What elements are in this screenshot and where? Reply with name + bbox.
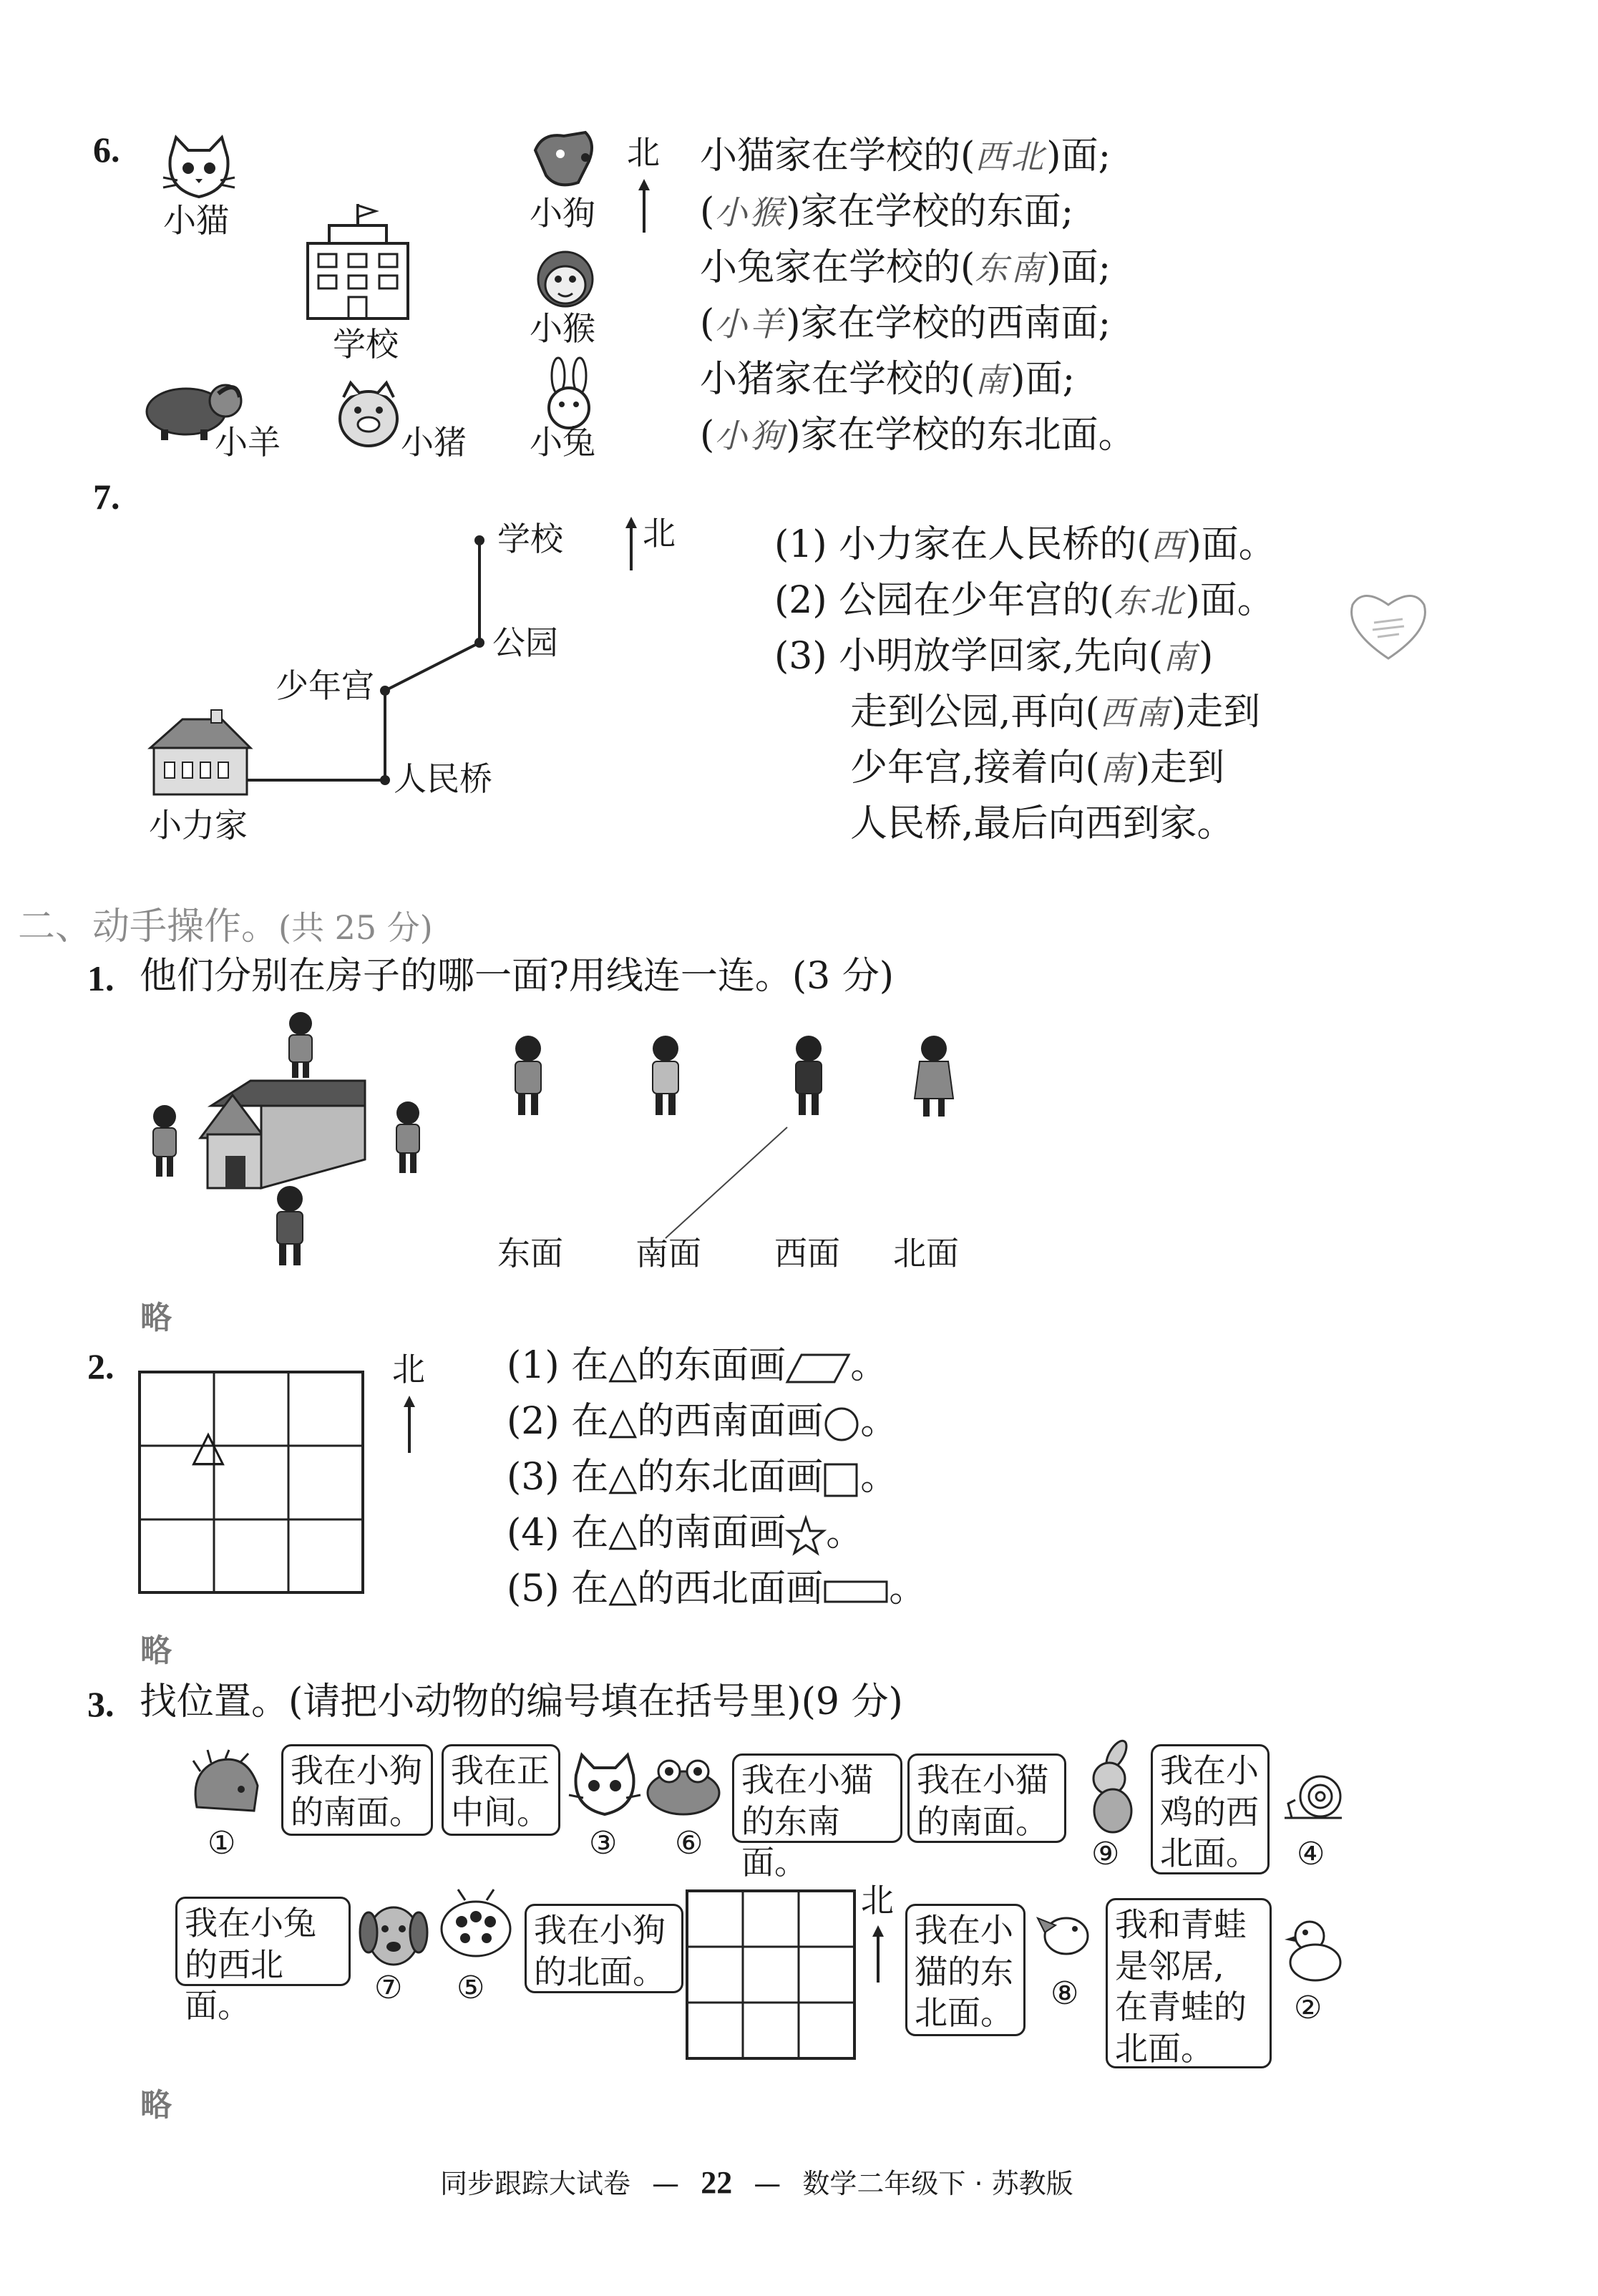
answer-note-1: 略	[140, 1300, 172, 1336]
bubble-3: 我在小猫 的东南面。	[732, 1753, 902, 1843]
cat-icon	[163, 136, 235, 200]
chick-icon	[1281, 1918, 1345, 1983]
q7-answer-4[interactable]: 西南	[1099, 694, 1171, 732]
num-8: ⑧	[1051, 1975, 1079, 2012]
north-label-q7: 北	[643, 514, 676, 553]
label-rabbit: 小兔	[530, 423, 595, 462]
rabbit2-icon	[1073, 1739, 1145, 1836]
kid-east	[396, 1101, 419, 1173]
bubble-2: 我在正 中间。	[442, 1744, 560, 1836]
parallelogram-icon	[786, 1352, 850, 1384]
problem-1-text: 他们分别在房子的哪一面?用线连一连。(3 分)	[140, 955, 895, 998]
p2-item-2: (2) 在△的西南面画 。	[507, 1400, 898, 1443]
problem-number-3: 3.	[87, 1684, 115, 1724]
house-icon	[150, 710, 250, 794]
dog-icon	[528, 129, 600, 193]
direction-west[interactable]: 西面	[774, 1234, 840, 1273]
map-label-home: 小力家	[149, 806, 248, 845]
rectangle-icon	[823, 1577, 889, 1606]
problem-number-2: 2.	[87, 1346, 115, 1386]
kid-west	[153, 1105, 176, 1177]
monkey-icon	[533, 249, 598, 310]
q6-line-3: 小兔家在学校的(东南)面;	[700, 246, 1111, 289]
num-3: ③	[589, 1825, 618, 1862]
bubble-1: 我在小狗 的南面。	[281, 1744, 433, 1836]
direction-south[interactable]: 南面	[635, 1234, 701, 1273]
q6-answer-2[interactable]: 小猴	[714, 193, 786, 232]
square-icon	[823, 1462, 860, 1498]
north-arrow-q7	[623, 517, 640, 570]
problem-number-1: 1.	[87, 958, 115, 998]
bubble-7: 我在小狗 的北面。	[525, 1904, 683, 1993]
bubble-5: 我在小 鸡的西 北面。	[1151, 1744, 1270, 1874]
section-title: 二、动手操作。(共 25 分)	[18, 905, 433, 948]
hedgehog-icon	[190, 1750, 265, 1821]
q6-line-1: 小猫家在学校的(西北)面;	[700, 135, 1111, 177]
dog2-icon	[358, 1900, 429, 1968]
map-label-bridge: 人民桥	[394, 759, 492, 798]
north-arrow-q6	[635, 179, 653, 233]
num-7: ⑦	[374, 1970, 403, 2006]
north-arrow-p3	[869, 1925, 887, 1983]
map-label-palace: 少年宫	[276, 666, 374, 705]
q7-line-1: (1) 小力家在人民桥的(西)面。	[774, 523, 1276, 566]
page-number: 22	[701, 2165, 733, 2200]
label-pig: 小猪	[401, 423, 467, 462]
q7-line-2: (2) 公园在少年宫的(东北)面。	[774, 579, 1275, 622]
num-9: ⑨	[1091, 1836, 1120, 1872]
q6-answer-4[interactable]: 小羊	[714, 305, 786, 344]
footer: 同步跟踪大试卷 — 22 — 数学二年级下 · 苏教版	[440, 2165, 1073, 2200]
grid-3x3	[138, 1371, 367, 1596]
circle-icon	[823, 1406, 860, 1442]
rabbit-icon	[540, 358, 598, 429]
p2-item-1: (1) 在△的东面画 。	[507, 1344, 888, 1387]
q7-answer-3[interactable]: 南	[1163, 638, 1199, 676]
q6-line-5: 小猪家在学校的(南)面;	[700, 358, 1076, 401]
map-label-school: 学校	[497, 520, 563, 558]
footer-left: 同步跟踪大试卷	[440, 2168, 631, 2199]
label-monkey: 小猴	[530, 309, 595, 348]
bubble-8: 我在小 猫的东 北面。	[905, 1904, 1025, 2036]
answer-note-2: 略	[140, 1633, 172, 1669]
pig-icon	[333, 383, 404, 454]
direction-east[interactable]: 东面	[497, 1234, 563, 1273]
q7-line-3: (3) 小明放学回家,先向(南)	[774, 635, 1214, 678]
q6-answer-1[interactable]: 西北	[975, 137, 1047, 176]
north-label-p2: 北	[392, 1350, 425, 1388]
label-school: 学校	[333, 325, 399, 364]
p2-item-4: (4) 在△的南面画 。	[507, 1512, 864, 1555]
problem-3-text: 找位置。(请把小动物的编号填在括号里)(9 分)	[140, 1680, 903, 1723]
q7-answer-5[interactable]: 南	[1099, 749, 1136, 788]
stamp-icon	[1345, 587, 1431, 666]
q6-line-6: (小狗)家在学校的东北面。	[700, 414, 1136, 457]
kid-north	[289, 1012, 312, 1078]
p2-item-3: (3) 在△的东北面画 。	[507, 1456, 898, 1499]
snail-icon	[1281, 1771, 1345, 1821]
num-5: ⑤	[457, 1970, 485, 2006]
kid-south	[277, 1186, 303, 1265]
q6-answer-5[interactable]: 南	[975, 361, 1011, 399]
connect-line	[662, 1127, 805, 1242]
q6-line-4: (小羊)家在学校的西南面;	[700, 302, 1111, 345]
map-label-park: 公园	[492, 623, 558, 662]
house-scene	[136, 1009, 444, 1274]
label-cat: 小猫	[163, 201, 229, 240]
bubble-9: 我和青蛙 是邻居, 在青蛙的 北面。	[1106, 1898, 1272, 2068]
cat2-icon	[569, 1753, 640, 1818]
answer-note-3: 略	[140, 2087, 172, 2124]
num-1: ①	[208, 1825, 236, 1862]
q6-answer-6[interactable]: 小狗	[714, 417, 786, 455]
label-dog: 小狗	[530, 194, 595, 233]
q7-answer-2[interactable]: 东北	[1114, 582, 1186, 621]
q7-line-5: 少年宫,接着向(南)走到	[850, 746, 1225, 789]
p2-item-5: (5) 在△的西北面画 。	[507, 1567, 927, 1610]
school-icon	[304, 204, 411, 322]
frog-icon	[644, 1753, 723, 1818]
q7-line-4: 走到公园,再向(西南)走到	[850, 691, 1261, 734]
north-label-q6: 北	[627, 133, 660, 172]
direction-north[interactable]: 北面	[893, 1234, 959, 1273]
bubble-6: 我在小兔 的西北面。	[175, 1897, 351, 1986]
north-label-p3: 北	[861, 1881, 894, 1920]
question-number-7: 7.	[93, 477, 120, 517]
q7-answer-1[interactable]: 西	[1151, 526, 1187, 565]
num-6: ⑥	[675, 1825, 703, 1862]
grid-triangle: △	[191, 1421, 225, 1471]
animal-grid-3x3	[686, 1889, 857, 2061]
ladybug-icon	[437, 1889, 515, 1961]
q6-line-2: (小猴)家在学校的东面;	[700, 190, 1074, 233]
q6-answer-3[interactable]: 东南	[975, 249, 1047, 288]
bubble-4: 我在小猫 的南面。	[907, 1753, 1066, 1843]
bird-icon	[1038, 1904, 1095, 1961]
star-icon	[786, 1517, 826, 1555]
question-number-6: 6.	[93, 130, 120, 170]
label-sheep: 小羊	[215, 423, 281, 462]
footer-right: 数学二年级下 · 苏教版	[802, 2168, 1073, 2199]
north-arrow-p2	[401, 1396, 418, 1453]
q7-line-6: 人民桥,最后向西到家。	[850, 802, 1234, 845]
num-2: ②	[1294, 1990, 1322, 2026]
num-4: ④	[1297, 1836, 1325, 1872]
